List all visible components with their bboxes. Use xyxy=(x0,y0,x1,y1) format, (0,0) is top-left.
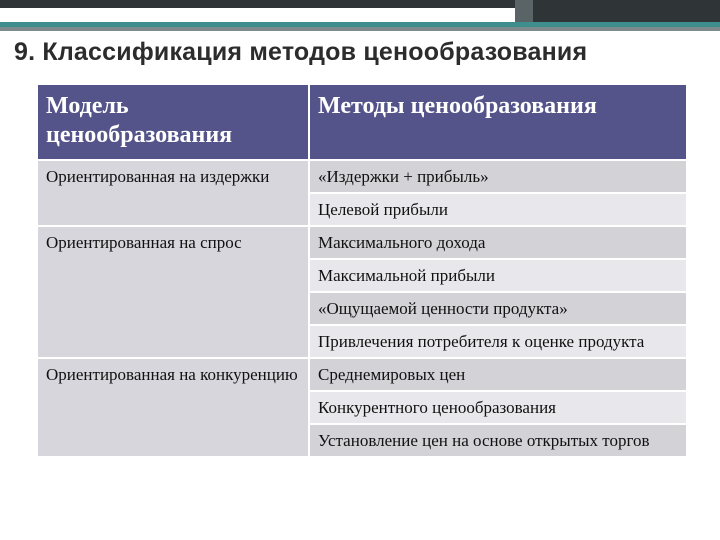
model-cell: Ориентированная на спрос xyxy=(37,226,309,358)
table-header-row xyxy=(37,84,687,160)
header-model: Модель ценообразования xyxy=(37,84,309,160)
method-cell: Привлечения потребителя к оценке продукта xyxy=(309,325,687,358)
method-cell: Конкурентного ценообразования xyxy=(309,391,687,424)
method-cell: Установление цен на основе открытых торгов xyxy=(309,424,687,457)
pricing-methods-table xyxy=(36,83,688,458)
model-cell: Ориентированная на конкуренцию xyxy=(37,358,309,457)
grey-band xyxy=(0,27,720,31)
model-cell: Ориентированная на издержки xyxy=(37,160,309,226)
method-cell: Максимальной прибыли xyxy=(309,259,687,292)
method-cell: Среднемировых цен xyxy=(309,358,687,391)
method-cell: Целевой прибыли xyxy=(309,193,687,226)
table-row xyxy=(37,226,687,259)
method-cell: «Издержки + прибыль» xyxy=(309,160,687,193)
table-row xyxy=(37,160,687,193)
method-cell: «Ощущаемой ценности продукта» xyxy=(309,292,687,325)
header-methods: Методы ценообразования xyxy=(309,84,687,160)
method-cell: Максимального дохода xyxy=(309,226,687,259)
table-row xyxy=(37,358,687,391)
slide-title: 9. Классификация методов ценообразования xyxy=(14,38,588,66)
corner-tab-decoration xyxy=(515,0,720,22)
